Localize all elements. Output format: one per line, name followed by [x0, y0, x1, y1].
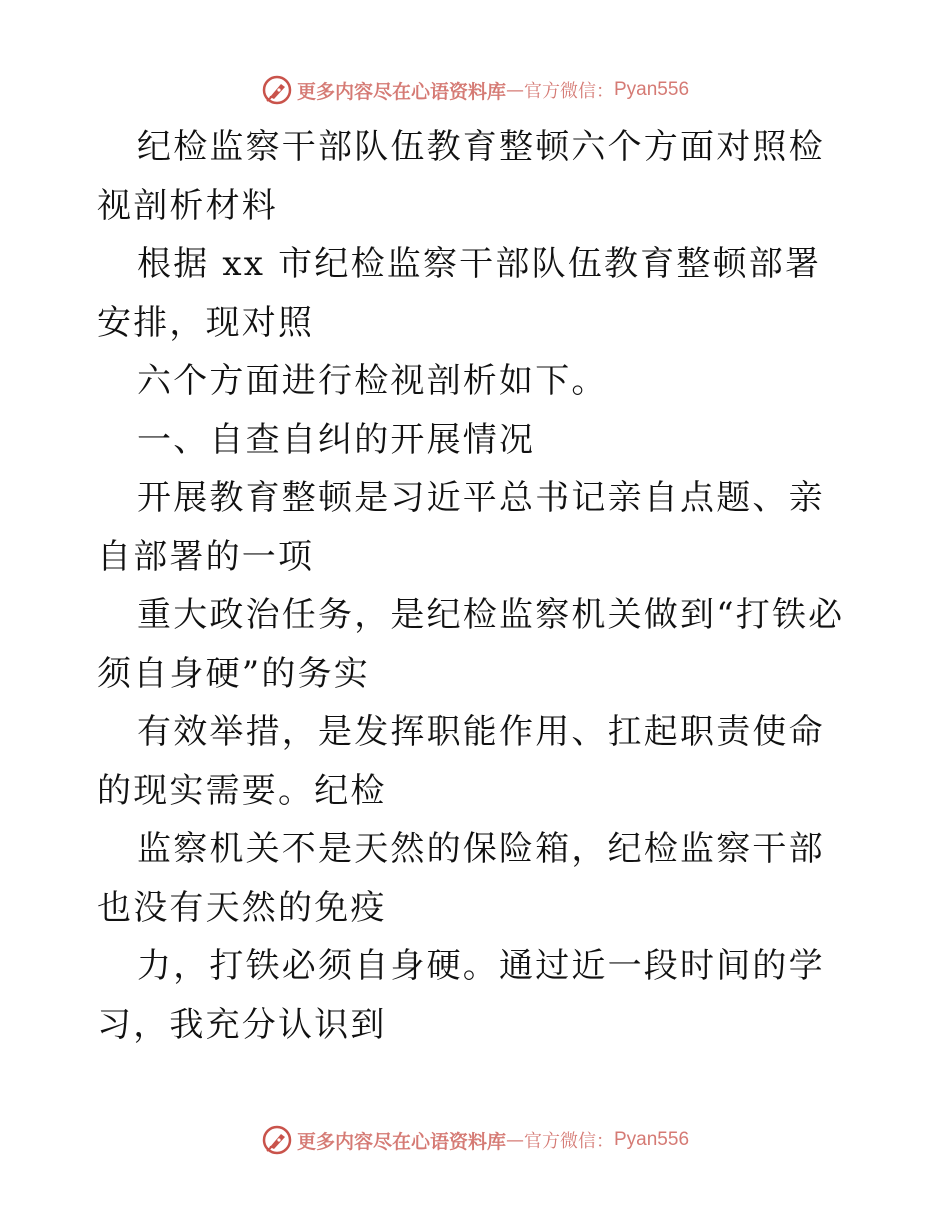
paragraph: 有效举措，是发挥职能作用、扛起职责使命的现实需要。纪检	[97, 712, 825, 811]
watermark-dash: —	[506, 79, 524, 101]
watermark-wechat-id: Pyan556	[614, 79, 690, 100]
document-body	[97, 118, 857, 1054]
paragraph: 重大政治任务，是纪检监察机关做到“打铁必须自身硬”的务实	[97, 595, 845, 694]
paragraph: 六个方面进行检视剖析如下。	[137, 361, 608, 401]
watermark-text: 更多内容尽在心语资料库	[296, 80, 506, 103]
paragraph: 监察机关不是天然的保险箱，纪检监察干部也没有天然的免疫	[97, 829, 825, 928]
watermark-wechat-id: Pyan556	[614, 1129, 690, 1150]
watermark-wechat-label: 官方微信：	[524, 1131, 614, 1152]
paragraph: 开展教育整顿是习近平总书记亲自点题、亲自部署的一项	[97, 478, 825, 577]
section-heading: 一、自查自纠的开展情况	[137, 419, 536, 460]
paragraph: 力，打铁必须自身硬。通过近一段时间的学习，我充分认识到	[97, 946, 825, 1045]
pen-nib-circle-icon	[261, 74, 293, 106]
watermark-dash: —	[506, 1129, 524, 1151]
watermark-text: 更多内容尽在心语资料库	[296, 1130, 506, 1153]
paragraph: 根据 xx 市纪检监察干部队伍教育整顿部署安排，现对照	[97, 244, 822, 343]
footer-watermark	[0, 1120, 950, 1160]
header-watermark	[0, 70, 950, 110]
pen-nib-circle-icon	[261, 1124, 293, 1156]
document-title: 纪检监察干部队伍教育整顿六个方面对照检视剖析材料	[97, 127, 825, 226]
watermark-wechat-label: 官方微信：	[524, 81, 614, 102]
